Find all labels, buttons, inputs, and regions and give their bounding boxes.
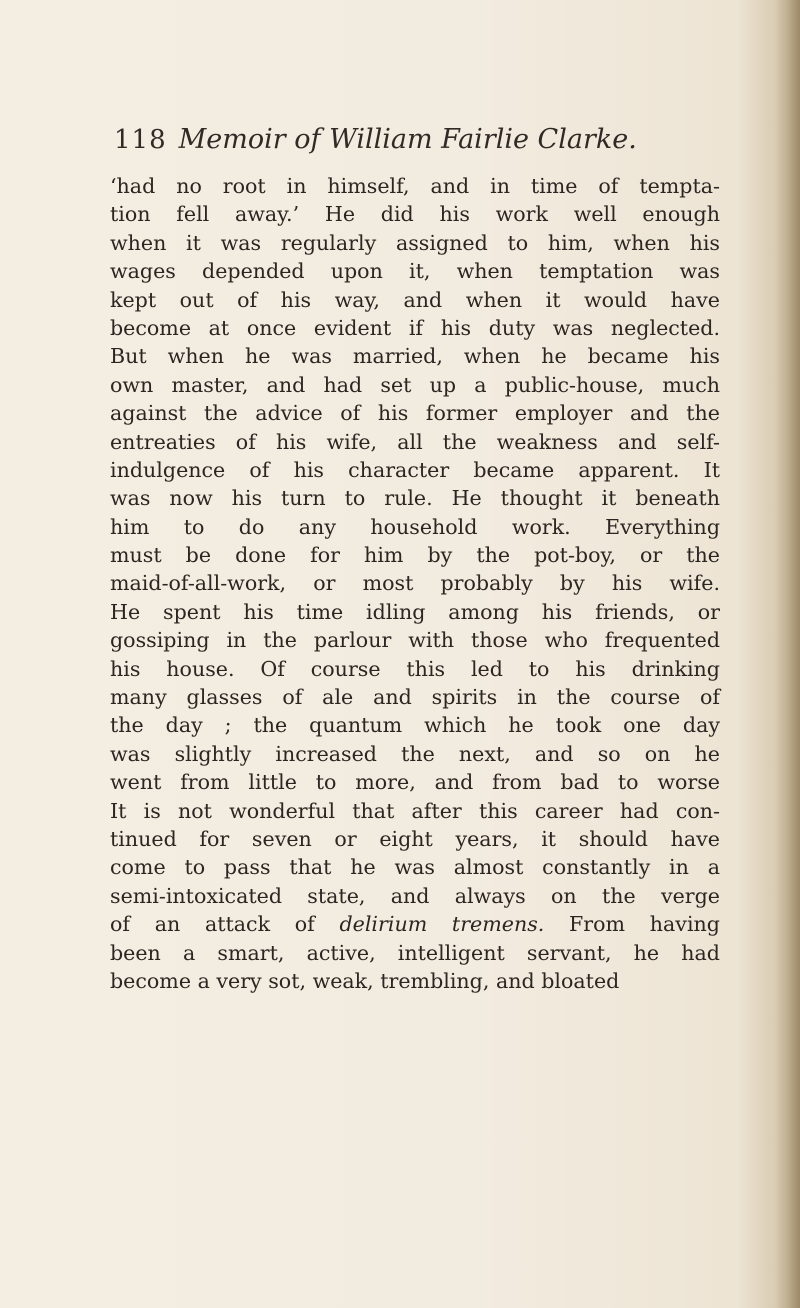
text-line: maid-of-all-work, or most probably by his wife. [110, 571, 720, 596]
text-line: against the advice of his former employer and the [110, 401, 720, 426]
running-title: Memoir of William Fairlie Clarke. [178, 124, 637, 155]
text-line: been a smart, active, intelligent servant, he had [110, 940, 720, 965]
text-line: many glasses of ale and spirits in the course of [110, 685, 720, 710]
text-line: tion fell away.’ He did his work well enough [110, 202, 720, 227]
text-line: was slightly increased the next, and so on he [110, 741, 720, 766]
text-line: the day ; the quantum which he took one day [110, 713, 720, 738]
italic-phrase: delirium tremens. [339, 912, 545, 937]
text-line-with-italic [110, 910, 720, 938]
page-header [114, 124, 704, 168]
text-line: ‘had no root in himself, and in time of tempta- [110, 174, 720, 198]
text-line: indulgence of his character became apparent. It [110, 457, 720, 482]
text-line: his house. Of course this led to his drinking [110, 656, 720, 681]
page-number: 118 [114, 125, 167, 155]
text-line: gossiping in the parlour with those who frequented [110, 628, 720, 653]
text-line: own master, and had set up a public-house, much [110, 372, 720, 397]
text-line: must be done for him by the pot-boy, or the [110, 543, 720, 568]
text-line: wages depended upon it, when temptation was [110, 259, 720, 284]
text-line: went from little to more, and from bad to worse [110, 770, 720, 795]
text-line: kept out of his way, and when it would have [110, 287, 720, 312]
text-line: tinued for seven or eight years, it should have [110, 826, 720, 851]
text-line: become at once evident if his duty was neglected. [110, 315, 720, 340]
text-segment: of an attack of [110, 912, 340, 937]
text-line: semi-intoxicated state, and always on the verge [110, 883, 720, 908]
text-line: He spent his time idling among his friends, or [110, 599, 720, 624]
text-line: entreaties of his wife, all the weakness and self- [110, 429, 720, 454]
text-line: was now his turn to rule. He thought it beneath [110, 486, 720, 511]
text-line: But when he was married, when he became his [110, 344, 720, 369]
body-text [110, 172, 720, 995]
text-line: become a very sot, weak, trembling, and bloated [110, 968, 620, 993]
text-line: when it was regularly assigned to him, when his [110, 230, 720, 255]
text-segment: From having [544, 912, 720, 937]
page-edge-shadow [774, 0, 800, 1308]
text-line: It is not wonderful that after this career had con- [110, 798, 720, 823]
text-line: him to do any household work. Everything [110, 514, 720, 539]
text-line: come to pass that he was almost constantly in a [110, 855, 720, 880]
